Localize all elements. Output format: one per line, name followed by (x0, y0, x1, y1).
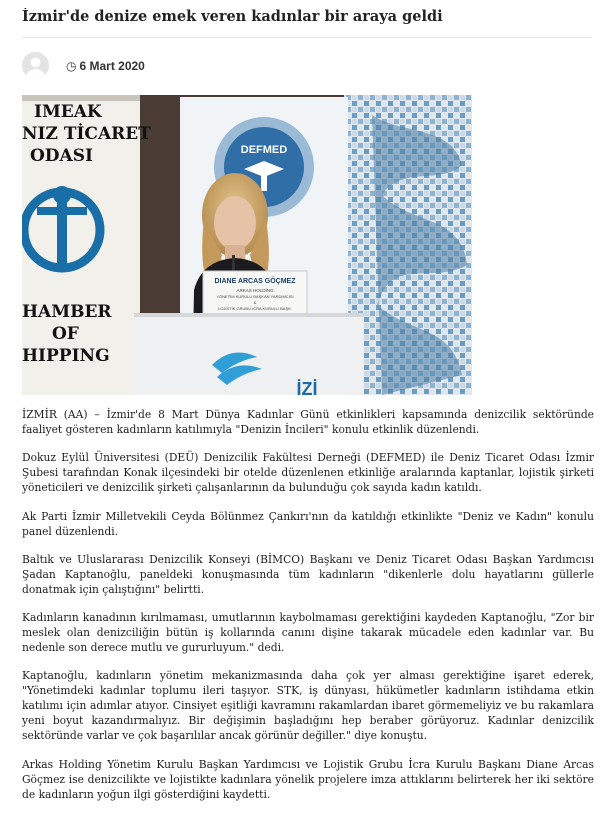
article-photo[interactable] (22, 95, 472, 395)
banner-left-line-3: ODASI (30, 146, 93, 166)
title-divider (22, 37, 592, 38)
name-card-line-3: YÖNETİM KURULU BAŞKAN YARDIMCISI (216, 294, 294, 299)
article-paragraph: Arkas Holding Yönetim Kurulu Başkan Yardımcısı ve Lojistik Grubu İcra Kurulu Başkanı Diane Arcas Göçmez ise denizcilikte ve lojistikte kadınlara yönelik projelere imza attıklarını belirterek her iki sektöre de kadınların yoğun ilgi gösterdiğini kaydetti. (22, 757, 594, 801)
clock-icon: ◷ (66, 59, 77, 73)
article-paragraph: Dokuz Eylül Üniversitesi (DEÜ) Denizcilik Fakültesi Derneği (DEFMED) ile Deniz Ticaret Odası İzmir Şubesi tarafından Konak ilçesindeki bir otelde düzenlenen etkinliğe aralarında kaptanlar, lojistik şirketi yöneticileri ve denizcilik şirketi çalışanlarının da bulunduğu çok sayıda kadın katıldı. (22, 451, 594, 495)
article-paragraph: Ak Parti İzmir Milletvekili Ceyda Bölünmez Çankırı'nın da katıldığı etkinlikte "Deniz ve Kadın" konulu panel düzenlendi. (22, 509, 594, 538)
user-avatar-icon[interactable] (22, 52, 49, 79)
banner-left-line-1: IMEAK (34, 102, 102, 122)
article-paragraph: Kadınların kanadının kırılmaması, umutlarının kaybolmaması gerektiğini kaydeden Kaptanoğlu, "Zor bir meslek olan denizciliğin bütün iş kollarında canını dişine takarak mücadele eden kadınlar var. Bu nedenle son derece mutlu ve gururluyum." dedi. (22, 611, 594, 655)
article-body (22, 407, 594, 815)
date-text: 6 Mart 2020 (79, 59, 145, 73)
article-paragraph: İZMİR (AA) – İzmir'de 8 Mart Dünya Kadınlar Günü etkinlikleri kapsamında denizcilik sektöründe faaliyet gösteren kadınların katılımıyla "Denizin İncileri" konulu etkinlik düzenlendi. (22, 408, 594, 436)
name-card-line-2: ARKAS HOLDİNG (236, 288, 274, 293)
article-paragraph: Kaptanoğlu, kadınların yönetim mekanizmasında daha çok yer alması gerektiğine işaret ederek, "Yönetimdeki kadınlar toplumu ileri taşıyor. STK, iş dünyası, hükümetler kadınların istihdama etkin katılımı için adımlar atıyor. Cinsiyet eşitliği kavramını rakamlardan ibaret görmemeliyiz ve bu rakamlara yeni boyut kazandırmalıyız. Bir değişimin başladığını hep beraber görüyoruz. Kadınlar denizcilik sektöründe varlar ve çok başarılılar ancak görünür değiller." diye konuştu. (22, 669, 594, 743)
banner-left-line-4: HAMBER (22, 302, 112, 322)
publish-date (66, 59, 145, 73)
banner-left-line-5: OF (52, 324, 79, 344)
article-title: İzmir'de denize emek veren kadınlar bir araya geldi (22, 8, 443, 25)
banner-left-line-6: HIPPING (22, 346, 110, 366)
banner-left-line-2: NIZ TİCARET (22, 124, 151, 144)
podium-text: İZİ (296, 379, 318, 395)
name-card-line-5: LOJİSTİK GRUBU İCRA KURULU BAŞK. (218, 306, 292, 311)
banner-center-logo-text: DEFMED (240, 144, 288, 156)
name-card-line-1: DIANE ARCAS GÖÇMEZ (214, 278, 296, 285)
name-card-line-4: & (253, 300, 257, 305)
article-paragraph: Baltık ve Uluslararası Denizcilik Konseyi (BİMCO) Başkanı ve Deniz Ticaret Odası Başkan Yardımcısı Şadan Kaptanoğlu, paneldeki konuşmasında tüm kadınların "dikenlerle dolu hayatlarını güllerle donatmak için çalıştığını" belirtti. (22, 552, 594, 596)
